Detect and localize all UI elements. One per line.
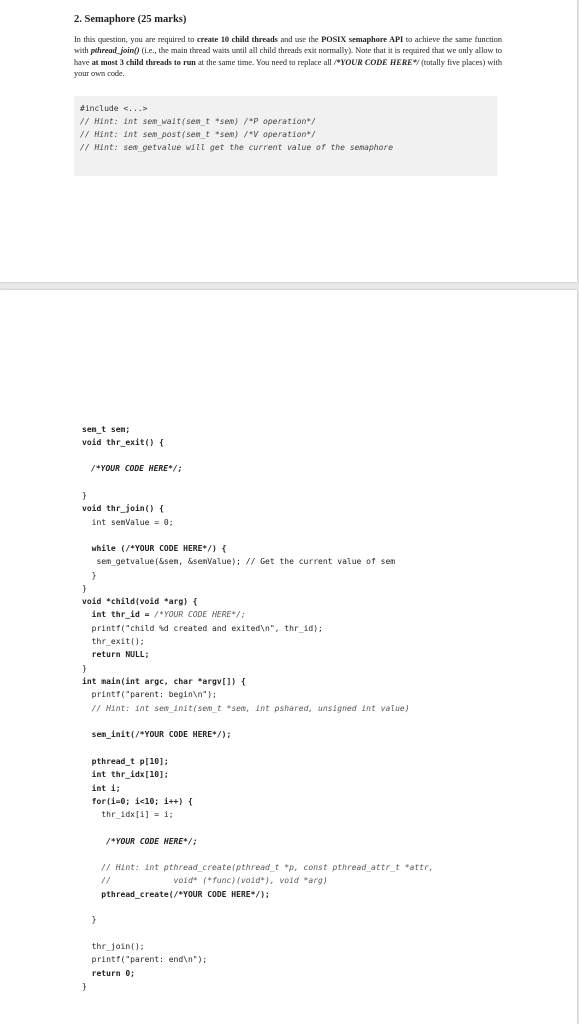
code-line: sem_init(/*YOUR CODE HERE*/); bbox=[91, 730, 232, 739]
code-block-thr-exit bbox=[82, 423, 164, 450]
code-line: pthread_create(/*YOUR CODE HERE*/); bbox=[101, 889, 270, 899]
code-page bbox=[0, 290, 577, 1024]
code-sem-init bbox=[82, 728, 231, 741]
code-line: } bbox=[82, 583, 87, 593]
code-line: return 0; bbox=[91, 968, 135, 978]
desc-part: to achieve the same function with bbox=[74, 35, 502, 56]
code-placeholder: /*YOUR CODE HERE*/; bbox=[91, 464, 183, 473]
code-line: return NULL; bbox=[91, 650, 150, 660]
code-line: int i; bbox=[91, 783, 121, 793]
question-description bbox=[74, 34, 502, 79]
desc-part: (i.e., the main thread waits until all child threads exit normally). Note that it is required that we only allow to have bbox=[74, 46, 502, 67]
code-block-while bbox=[82, 542, 410, 715]
code-block-thr-join bbox=[82, 489, 174, 529]
code-line: int semValue = 0; bbox=[91, 517, 174, 527]
code-line: thr_idx[i] = i; bbox=[101, 810, 174, 820]
code-hint: // Hint: int sem_init(sem_t *sem, int pshared, unsigned int value) bbox=[91, 703, 410, 713]
desc-part: (totally five places) with your own code. bbox=[74, 57, 502, 78]
code-while: while (/*YOUR CODE HERE*/) { bbox=[91, 544, 227, 553]
code-placeholder: /*YOUR CODE HERE*/; bbox=[154, 610, 246, 620]
code-line: sem_t sem; bbox=[82, 425, 131, 434]
code-loop-end bbox=[82, 913, 96, 926]
desc-emphasis: create 10 child threads bbox=[196, 35, 278, 44]
code-placeholder: /*YOUR CODE HERE*/; bbox=[106, 837, 198, 846]
hint-sem-post: // Hint: int sem_post(sem_t *sem) /*V operation*/ bbox=[80, 130, 317, 139]
code-placeholder-4 bbox=[82, 835, 198, 848]
desc-emphasis: POSIX semaphore API bbox=[321, 35, 404, 44]
code-line: thr_exit(); bbox=[91, 637, 145, 647]
code-line: int main(int argc, char *argv[]) { bbox=[82, 676, 246, 686]
code-line: } bbox=[82, 663, 87, 673]
code-block-create bbox=[82, 861, 434, 901]
desc-part: In this question, you are required to bbox=[74, 35, 197, 44]
desc-emphasis bbox=[334, 58, 419, 67]
hint-sem-wait: // Hint: int sem_wait(sem_t *sem) /*P operation*/ bbox=[80, 117, 317, 126]
question-page bbox=[0, 0, 577, 282]
code-line: for(i=0; i<10; i++) { bbox=[91, 796, 193, 806]
code-line: printf("parent: end\n"); bbox=[91, 955, 208, 965]
hint-code-box bbox=[74, 96, 497, 176]
code-hint: // void* (*func)(void*), void *arg) bbox=[101, 876, 328, 886]
code-block-loop bbox=[82, 755, 193, 821]
desc-part: and use the bbox=[277, 35, 322, 44]
code-line: void *child(void *arg) { bbox=[82, 597, 198, 607]
code-line: thr_join(); bbox=[91, 942, 145, 951]
code-line: void thr_exit() { bbox=[82, 438, 164, 448]
desc-function-name: pthread_join() bbox=[90, 46, 140, 56]
code-line: } bbox=[82, 491, 87, 500]
code-line: int thr_id = bbox=[91, 610, 155, 620]
code-line: void thr_join() { bbox=[82, 504, 164, 514]
code-line: printf("child %d created and exited\n", thr_id); bbox=[91, 623, 323, 633]
code-line: sem_getvalue(&sem, &semValue); // Get the current value of sem bbox=[96, 557, 396, 567]
hint-include: #include <...> bbox=[80, 104, 148, 113]
desc-part: at the same time. You need to replace all bbox=[195, 57, 335, 67]
code-line: } bbox=[91, 915, 97, 924]
code-line: } bbox=[82, 981, 87, 991]
code-line bbox=[92, 544, 227, 553]
desc-emphasis: at most 3 child threads to run bbox=[91, 57, 196, 67]
code-line: int thr_idx[10]; bbox=[91, 770, 169, 780]
code-line: } bbox=[91, 570, 97, 580]
desc-placeholder: /*YOUR CODE HERE*/ bbox=[334, 57, 419, 67]
question-title: 2. Semaphore (25 marks) bbox=[74, 14, 187, 25]
code-line: pthread_t p[10]; bbox=[91, 757, 169, 766]
code-hint: // Hint: int pthread_create(pthread_t *p, const pthread_attr_t *attr, bbox=[101, 863, 434, 872]
code-placeholder-1 bbox=[91, 462, 183, 475]
code-line: printf("parent: begin\n"); bbox=[91, 690, 217, 700]
hint-sem-getvalue: // Hint: sem_getvalue will get the current value of the semaphore bbox=[80, 143, 394, 152]
code-block-main-end bbox=[82, 940, 207, 993]
desc-emphasis bbox=[91, 46, 140, 55]
